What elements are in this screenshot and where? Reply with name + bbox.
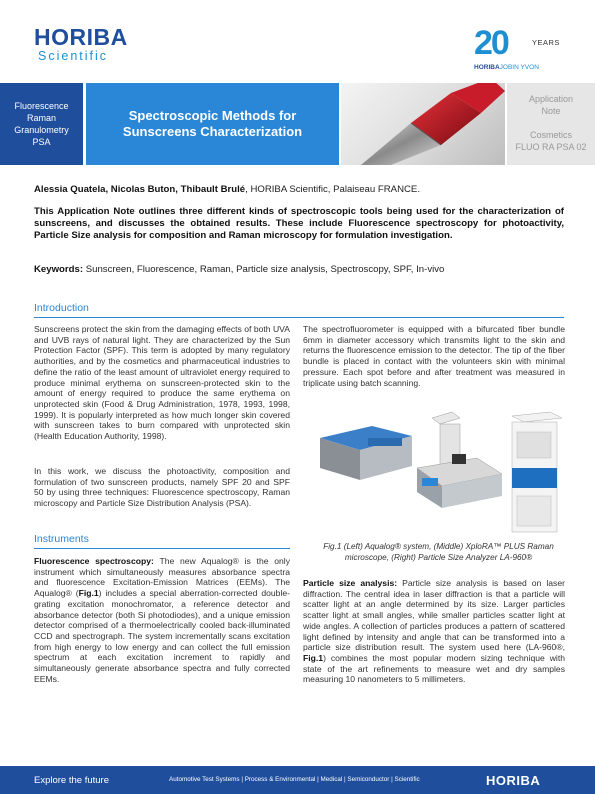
fluorescence-text-a: The new Aqualog® is the only instrument which simultaneously measures absorbance spectra and fluorescence Excitation-Emission Matrices (EEMs). The Aqualog® ( (34, 556, 290, 599)
meta-line-3: Cosmetics (529, 130, 572, 140)
author-affiliation: , HORIBA Scientific, Palaiseau FRANCE. (245, 184, 420, 195)
authors-line (34, 184, 564, 195)
meta-line-4: FLUO RA PSA 02 (515, 142, 587, 152)
footer-tagline: Explore the future (34, 775, 109, 786)
instruments-illustration (312, 408, 565, 538)
psa-text-b: ) combines the most popular modern sizing technique with state of the art refinements to measure wet and dry samples measuring 10 nanometers to 5 millimeters. (303, 652, 565, 685)
title-line-1: Spectroscopic Methods for (128, 108, 297, 123)
category-item: Raman (26, 113, 56, 123)
figure-caption (312, 542, 565, 563)
title-line-2: Sunscreens Characterization (122, 124, 303, 139)
anniversary-years: YEARS (532, 38, 560, 47)
keywords-label: Keywords: (34, 264, 84, 275)
horiba-scientific-logo (34, 26, 128, 64)
intro-paragraph-3: The spectrofluorometer is equipped with a bifurcated fiber bundle 6mm in diameter accessory which transmits light to the skin and returns the fluorescence emission to the detector. The tip of the fiber bundle is placed in contact with the volunteers skin with minimal pressure. Each spot before and after treatment was measured in triplicate using batch scanning. (303, 324, 565, 388)
anniversary-number: 20 (474, 24, 508, 62)
aqualog-instrument (320, 426, 412, 480)
anniversary-brand-sub: JOBIN YVON (499, 64, 539, 71)
banner (0, 83, 595, 165)
abstract: This Application Note outlines three different kinds of spectroscopic tools being used for the characterization of sunscreens, and discusses the obtained results. These include Fluorescence spectroscopy for photoactivity, Particle Size analysis for composition and Raman microscopy for formulation investigation. (34, 206, 564, 242)
footer-bar (0, 766, 595, 794)
meta-line-2: Note (541, 106, 561, 116)
fluorescence-fig-ref: Fig.1 (78, 588, 99, 599)
intro-paragraph-1: Sunscreens protect the skin from the damaging effects of both UVA and UVB rays of natural light. They are characterized by the Sun Protection Factor (SPF). This term is adopted by many regulatory authorities, and by the cosmetics and pharmaceutical industries to define the ratio of the least amount of ultraviolet energy required to produce minimal erythema on sunscreen-protected skin to the amount of energy required to produce the same erythema on unprotected skin (Food & Drug Administration, 1978, 1993, 1998, 1999). It is popularly interpreted as how much longer skin covered with sunscreen takes to burn compared with unprotected skin (Health Education Authority, 1998). (34, 324, 290, 442)
fluorescence-paragraph (34, 556, 290, 684)
note-meta (507, 83, 595, 165)
footer-divisions: Automotive Test Systems | Process & Environmental | Medical | Semiconductor | Scientific (169, 776, 420, 783)
logo-brand: HORIBA (34, 24, 128, 50)
section-title-instruments: Instruments (34, 533, 89, 545)
meta-line-1: Application (528, 94, 574, 104)
section-rule (34, 317, 564, 318)
section-rule (34, 548, 290, 549)
particle-size-analyzer (512, 412, 562, 532)
section-title-introduction: Introduction (34, 302, 89, 314)
author-names: Alessia Quatela, Nicolas Buton, Thibault Brulé (34, 184, 246, 195)
category-item: Fluorescence (14, 101, 69, 111)
logo-sub: Scientific (38, 49, 109, 63)
psa-fig-ref: Fig.1 (303, 652, 324, 663)
fluorescence-label: Fluorescence spectroscopy: (34, 556, 154, 566)
intro-paragraph-2: In this work, we discuss the photoactivity, composition and formulation of two sunscreen products, namely SPF 20 and SPF 50 by using three techniques: Fluorescence spectroscopy, Raman microscopy and Particle Size Distribution Analysis (PSA). (34, 466, 290, 509)
category-item: PSA (32, 137, 51, 147)
psa-text-a: Particle size analysis is based on laser diffraction. The central idea in laser diffraction is that a particle will scatter light at an angle determined by its size. Larger particles scatter light at small angles, while smaller particles scatter light at wide angles. A collection of particles produces a pattern of scattered light defined by intensity and angle that can be transformed into a particle size distribution result. The system used here (LA-960®, (303, 578, 565, 653)
caption-line-1: Fig.1 (Left) Aqualog® system, (Middle) XploRA™ PLUS Raman (323, 542, 554, 551)
footer-brand-logo: HORIBA (486, 773, 541, 788)
keywords-line (34, 264, 564, 275)
anniversary-brand-name: HORIBA (474, 64, 500, 71)
instruments-figure (312, 408, 565, 538)
psa-label: Particle size analysis: (303, 578, 398, 588)
caption-line-2: microscope, (Right) Particle Size Analyzer LA-960® (344, 552, 533, 562)
particle-size-paragraph (303, 578, 565, 685)
raman-microscope (417, 412, 502, 508)
keywords-text: Sunscreen, Fluorescence, Raman, Particle size analysis, Spectroscopy, SPF, In-vivo (83, 264, 445, 275)
anniversary-logo (474, 24, 569, 72)
lipstick-image (341, 83, 505, 165)
category-list (0, 83, 83, 165)
document-title (86, 83, 339, 165)
fluorescence-text-b: ) includes a special aberration-corrected double-grating excitation monochromator, a reference detector and absorbance detector (both Si photodiodes), and a unique emission detector comprised of a thermoelectrically cooled back-illuminated CCD and spectrograph. The system incrementally scans excitation from high energy to low energy and can collect the full emission spectrum at each excitation increment to rapidly and simultaneously generate absorbance spectra and fully corrected EEMs. (34, 588, 290, 684)
lipstick-photo (341, 83, 505, 165)
category-item: Granulometry (14, 125, 69, 135)
anniversary-brand (474, 64, 539, 71)
